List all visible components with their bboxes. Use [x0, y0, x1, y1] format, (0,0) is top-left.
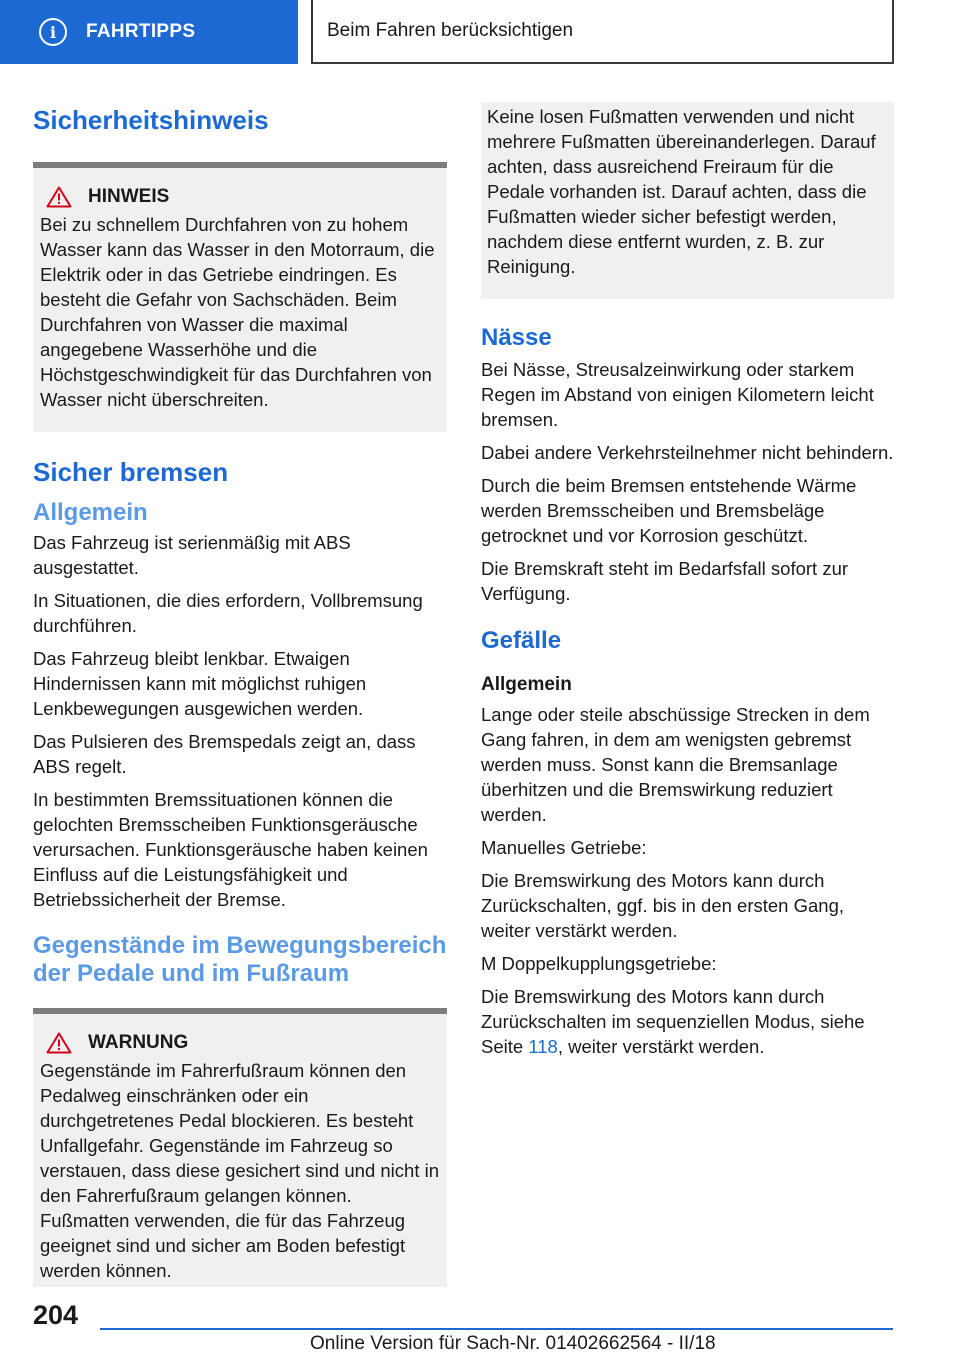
- chapter-tab-label: FAHRTIPPS: [86, 21, 196, 42]
- brake-paragraph: Das Fahrzeug bleibt lenkbar. Etwaigen Hindernissen kann mit möglichst ruhigen Lenkbewegungen ausgewichen werden.: [33, 648, 367, 719]
- warning-continued-text: Keine losen Fußmatten verwenden und nicht mehrere Fußmatten übereinanderlegen. Darauf achten, dass ausreichend Freiraum für die Pedale vorhanden ist. Darauf achten, dass die Fußmatten wieder sicher befestigt werden, nachdem diese entfernt wurden, z. B. zur Reinigung.: [487, 106, 876, 277]
- slope-last-text-before: Die Bremswirkung des Motors kann durch Zurückschalten im sequenziellen Modus, siehe Seite: [481, 986, 865, 1057]
- slope-paragraph: Lange oder steile abschüssige Strecken in dem Gang fahren, in dem am wenigsten gebremst werden muss. Sonst kann die Bremsanlage überhitzen und die Bremswirkung reduziert werden.: [481, 704, 870, 825]
- slope-paragraph-last: [481, 984, 894, 1059]
- page-number: 204: [33, 1300, 79, 1330]
- right-column: [481, 102, 894, 1067]
- brake-paragraph: In Situationen, die dies erfordern, Vollbremsung durchführen.: [33, 590, 423, 636]
- heading-objects-pedals: Gegenstände im Bewegungsbereich der Pedale und im Fußraum: [33, 932, 447, 987]
- notice-title-text: HINWEIS: [88, 186, 170, 207]
- brake-paragraph: In bestimmten Bremssituationen können die gelochten Bremsscheiben Funktionsgeräusche verursachen. Funktionsgeräusche haben keinen Einfluss auf die Leistungsfähigkeit und Betriebssicherheit der Bremse.: [33, 789, 428, 910]
- slope-paragraph: Die Bremswirkung des Motors kann durch Zurückschalten, ggf. bis in den ersten Gang, weiter verstärkt werden.: [481, 870, 845, 941]
- warning-text: Gegenstände im Fahrerfußraum können den Pedalweg einschränken oder ein durchgetretenes Pedal blockieren. Es besteht Unfallgefahr. Gegenstände im Fahrzeug so verstauen, dass diese gesichert sind und nicht in den Fahrerfußraum gelangen können. Fußmatten verwenden, die für das Fahrzeug geeignet sind und sicher am Boden befestigt werden können.: [40, 1060, 440, 1281]
- slope-paragraph: M Doppelkupplungsgetriebe:: [481, 953, 717, 974]
- slope-paragraph: Manuelles Getriebe:: [481, 837, 647, 858]
- heading-safe-braking: Sicher bremsen: [33, 457, 229, 487]
- notice-title: [40, 186, 440, 208]
- heading-slope: Gefälle: [481, 627, 562, 654]
- warning-title-text: WARNUNG: [88, 1032, 189, 1053]
- online-version-note: Online Version für Sach-Nr. 01402662564 - II/18: [310, 1333, 716, 1354]
- wet-paragraph: Bei Nässe, Streusalzeinwirkung oder starkem Regen im Abstand von einigen Kilometern leicht bremsen.: [481, 359, 874, 430]
- warning-triangle-icon: [46, 186, 72, 208]
- wet-paragraph: Durch die beim Bremsen entstehende Wärme werden Bremsscheiben und Bremsbeläge getrocknet und vor Korrosion geschützt.: [481, 475, 857, 546]
- section-title: Beim Fahren berücksichtigen: [311, 0, 894, 64]
- heading-slope-general: Allgemein: [481, 674, 572, 695]
- notice-text: Bei zu schnellem Durchfahren von zu hohem Wasser kann das Wasser in den Motorraum, die Elektrik oder in das Getriebe eindringen. Es besteht die Gefahr von Sachschäden. Beim Durchfahren von Wasser die maximal angegebene Wasserhöhe und die Höchstgeschwindigkeit für das Durchfahren von Wasser nicht überschreiten.: [40, 214, 435, 410]
- brake-paragraph: Das Fahrzeug ist serienmäßig mit ABS ausgestattet.: [33, 532, 351, 578]
- left-column: [33, 100, 447, 1287]
- info-icon: i: [39, 18, 67, 46]
- warning-box-continued: [481, 102, 894, 299]
- footer-rule: [100, 1328, 893, 1330]
- warning-title: [40, 1032, 440, 1054]
- wet-paragraph: Dabei andere Verkehrsteilnehmer nicht behindern.: [481, 442, 894, 463]
- brake-paragraph: Das Pulsieren des Bremspedals zeigt an, dass ABS regelt.: [33, 731, 416, 777]
- chapter-tab[interactable]: [0, 0, 298, 64]
- wet-paragraph: Die Bremskraft steht im Bedarfsfall sofort zur Verfügung.: [481, 558, 849, 604]
- slope-last-text-after: , weiter verstärkt werden.: [557, 1036, 765, 1057]
- heading-wet: Nässe: [481, 324, 552, 351]
- notice-box: [33, 162, 447, 432]
- heading-safety-notice: Sicherheitshinweis: [33, 105, 269, 135]
- page-link[interactable]: 118: [528, 1036, 558, 1057]
- warning-triangle-icon: [46, 1032, 72, 1054]
- heading-brake-general: Allgemein: [33, 499, 148, 526]
- warning-box: [33, 1008, 447, 1287]
